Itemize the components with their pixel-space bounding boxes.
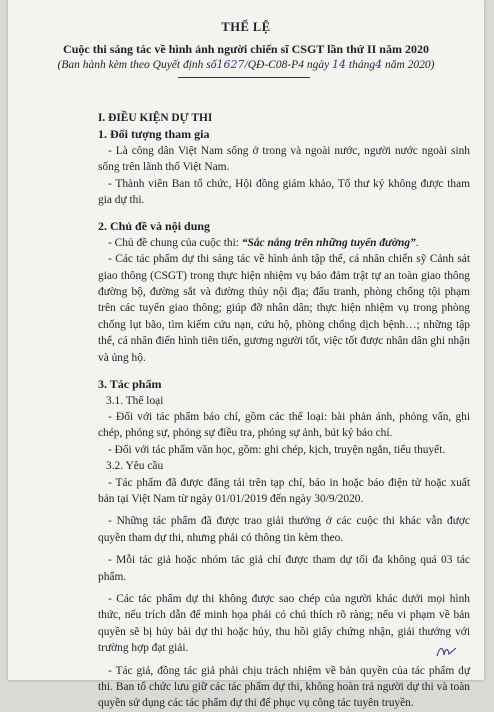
theme-lead: - Chủ đề chung của cuộc thi: bbox=[108, 236, 242, 249]
heading-genres: 3.1. Thể loại bbox=[106, 394, 164, 407]
initials-signature-icon bbox=[436, 644, 458, 658]
paragraph-req-3: - Mỗi tác giả hoặc nhóm tác giả chỉ được tham dự tối đa không quá 03 tác phẩm. bbox=[98, 554, 470, 583]
theme-end: . bbox=[415, 236, 419, 249]
paragraph-genres-press: - Đối với tác phẩm báo chí, gồm các thể loại: bài phản ánh, phỏng vấn, ghi chép, phóng sự, phóng sự điều tra, phóng sự ảnh, bút ký báo chí. bbox=[98, 410, 470, 440]
document-page bbox=[8, 0, 484, 710]
heading-theme: 2. Chủ đề và nội dung bbox=[98, 219, 211, 234]
decision-line bbox=[8, 58, 484, 71]
paragraph-req-1: - Tác phẩm đã được đăng tải trên tạp chí, báo in hoặc báo điện tử hoặc xuất bản tại Việt Nam từ ngày 01/01/2019 đến ngày 30/9/2020. bbox=[98, 476, 470, 505]
document-body bbox=[98, 110, 470, 712]
document-subtitle: Cuộc thi sáng tác về hình ảnh người chiến sĩ CSGT lần thứ II năm 2020 bbox=[63, 42, 429, 56]
heading-requirements: 3.2. Yêu cầu bbox=[106, 460, 164, 473]
handwritten-day: 14 bbox=[332, 58, 347, 71]
paragraph-theme bbox=[98, 235, 470, 251]
handwritten-decision-number: 1627 bbox=[216, 58, 245, 71]
heading-works: 3. Tác phẩm bbox=[98, 377, 162, 392]
paragraph-genres-literature: - Đối với tác phẩm văn học, gồm: ghi chép, kịch, truyện ngắn, tiểu thuyết. bbox=[108, 443, 446, 456]
section-heading-conditions: I. ĐIỀU KIỆN DỰ THI bbox=[98, 112, 213, 124]
decision-text-before: (Ban hành kèm theo Quyết định số bbox=[57, 59, 217, 71]
title-underline bbox=[178, 77, 310, 78]
heading-participants: 1. Đối tượng tham gia bbox=[98, 127, 210, 142]
decision-text-after: năm 2020) bbox=[385, 59, 435, 71]
decision-text-mid: /QĐ-C08-P4 ngày bbox=[244, 59, 330, 71]
decision-month-label: tháng bbox=[348, 59, 376, 71]
handwritten-month: 4 bbox=[375, 58, 383, 71]
paragraph-req-5: - Tác giả, đồng tác giả phải chịu trách nhiệm về bản quyền của tác phẩm dự thi. Ban tổ chức lưu giữ các tác phẩm dự thi, không hoàn trả người dự thi và toàn quyền sử dụng các tác phẩm dự thi để phục vụ công tác tuyên truyền. bbox=[98, 664, 470, 710]
paragraph-participants-2: - Thành viên Ban tổ chức, Hội đồng giám khảo, Tổ thư ký không được tham gia dự thi. bbox=[98, 177, 470, 207]
paragraph-req-4: - Các tác phẩm dự thi không được sao chép của người khác dưới mọi hình thức, nếu trích dẫn để minh họa phải có chú thích rõ ràng; nếu vi phạm về bản quyền sẽ bị hủy bài dự thi hoặc hủy, thu hồi giấy chứng nhận, giải thưởng với trường hợp đạt giải. bbox=[98, 592, 470, 655]
paragraph-req-2: - Những tác phẩm đã được trao giải thưởng ở các cuộc thi khác vẫn được quyền tham dự thi, nhưng phải có thông tin kèm theo. bbox=[98, 515, 470, 544]
theme-title: “Sắc nắng trên những tuyến đường” bbox=[241, 236, 416, 249]
paragraph-content: - Các tác phẩm dự thi sáng tác về hình ảnh tập thể, cá nhân chiến sỹ Cảnh sát giao thông (CSGT) trong thực hiện nhiệm vụ bảo đảm trật tự an toàn giao thông đường bộ, đường sắt và đường thủy nội địa; đấu tranh, phòng chống tội phạm trên các tuyến giao thông; giúp đỡ nhân dân; thực hiện nhiệm vụ trong phòng chống lụt bão, tìm kiếm cứu nạn, cứu hộ, phòng chống dịch bệnh…; những tập thể, cá nhân điển hình tiên tiến, gương người tốt, việc tốt được nhân dân ghi nhận và ủng hộ. bbox=[98, 253, 470, 364]
document-title: THỂ LỆ bbox=[221, 20, 271, 34]
paragraph-participants-1: - Là công dân Việt Nam sống ở trong và ngoài nước, người nước ngoài sinh sống trên lãnh thổ Việt Nam. bbox=[98, 144, 470, 174]
